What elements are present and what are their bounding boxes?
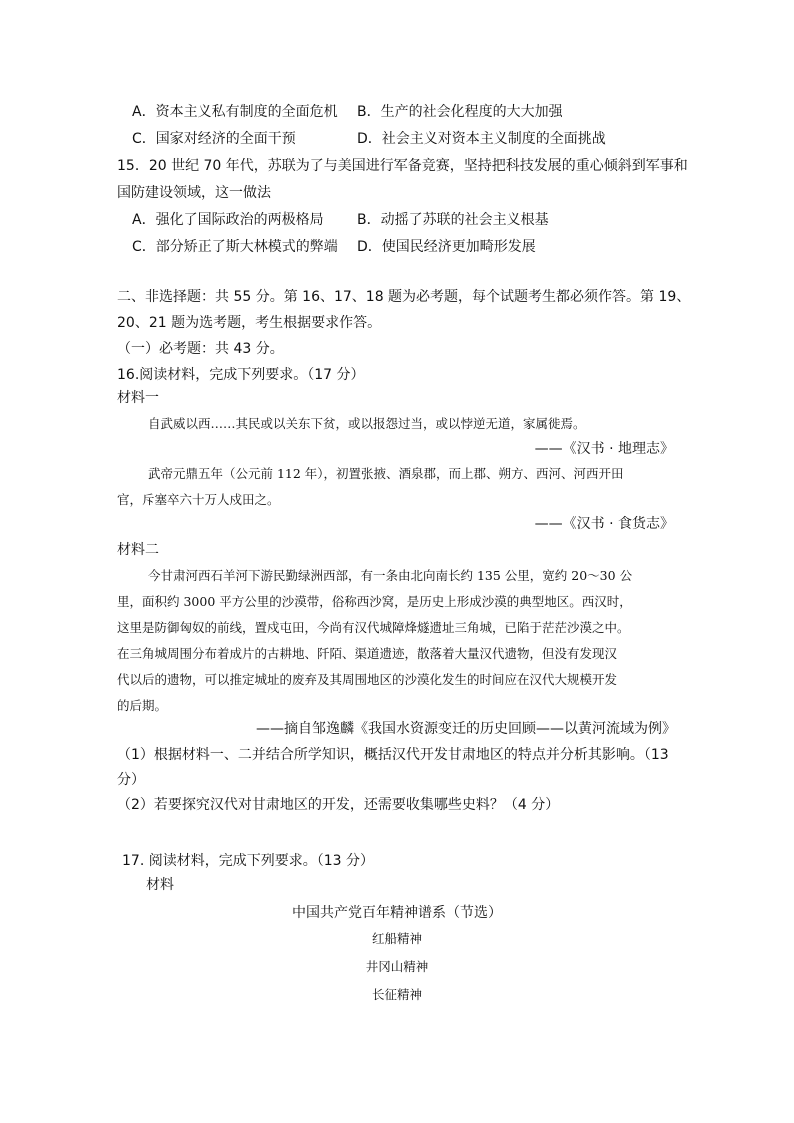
- q14-option-a: A．资本主义私有制度的全面危机: [132, 104, 338, 120]
- q16-m2-line: 的后期。: [117, 698, 168, 713]
- q15-option-c: C．部分矫正了斯大林模式的弊端: [132, 239, 338, 255]
- q16-m2-line: 这里是防御匈奴的前线，置戍屯田，今尚有汉代城障烽燧遗址三角城，已陷于茫茫沙漠之中。: [117, 620, 630, 635]
- q17-spirit-item: 井冈山精神: [365, 959, 429, 974]
- q14-option-b: B．生产的社会化程度的大大加强: [357, 104, 563, 120]
- q17-table-title: 中国共产党百年精神谱系（节选）: [292, 905, 502, 921]
- section2-line1: 二、非选择题：共 55 分。第 16、17、18 题为必考题，每个试题考生都必须作答。第 19、: [117, 289, 691, 305]
- q17-material-label: 材料: [146, 877, 174, 893]
- q16-m1-quote1: 自武威以西……其民或以关东下贫，或以报怨过当，或以悖逆无道，家属徙焉。: [148, 416, 586, 431]
- q15-stem-line2: 国防建设领域，这一做法: [117, 185, 271, 201]
- q14-option-c: C．国家对经济的全面干预: [132, 131, 296, 147]
- q17-spirit-item: 红船精神: [371, 931, 422, 946]
- q15-option-d: D．使国民经济更加畸形发展: [357, 239, 536, 255]
- q14-option-d: D．社会主义对资本主义制度的全面挑战: [357, 131, 606, 147]
- q16-m1-quote2-line1: 武帝元鼎五年（公元前 112 年），初置张掖、酒泉郡，而上郡、朔方、西河、河西开田: [148, 466, 624, 481]
- q15-option-a: A．强化了国际政治的两极格局: [132, 212, 324, 228]
- q16-sub2: （2）若要探究汉代对甘肃地区的开发，还需要收集哪些史料？（4 分）: [117, 797, 560, 813]
- q16-m1-source1: ——《汉书 · 地理志》: [534, 441, 674, 457]
- q16-m1-source2: ——《汉书 · 食货志》: [534, 516, 674, 532]
- q16-m2-source: ——摘自邹逸麟《我国水资源变迁的历史回顾——以黄河流域为例》: [256, 721, 676, 737]
- q16-material2-label: 材料二: [117, 542, 159, 558]
- section2-required: （一）必考题：共 43 分。: [117, 341, 284, 357]
- q16-title: 16.阅读材料，完成下列要求。（17 分）: [117, 367, 365, 383]
- q16-m1-quote2-line2: 官，斥塞卒六十万人戍田之。: [117, 492, 280, 507]
- q16-m2-line: 里，面积约 3000 平方公里的沙漠带，俗称西沙窝，是历史上形成沙漠的典型地区。西汉时，: [117, 594, 632, 609]
- q16-material1-label: 材料一: [117, 390, 159, 406]
- q16-m2-line: 代以后的遗物，可以推定城址的废弃及其周围地区的沙漠化发生的时间应在汉代大规模开发: [117, 672, 618, 687]
- q17-title: 17. 阅读材料，完成下列要求。（13 分）: [122, 853, 374, 869]
- q16-sub1-line1: （1）根据材料一、二并结合所学知识，概括汉代开发甘肃地区的特点并分析其影响。（13: [117, 747, 669, 763]
- q15-option-b: B．动摇了苏联的社会主义根基: [357, 212, 549, 228]
- q17-spirit-item: 长征精神: [371, 987, 422, 1002]
- q16-m2-line: 在三角城周围分布着成片的古耕地、阡陌、渠道遗迹，散落着大量汉代遗物，但没有发现汉: [117, 646, 618, 661]
- q16-sub1-line2: 分）: [117, 772, 145, 788]
- q15-stem-line1: 15．20 世纪 70 年代，苏联为了与美国进行军备竞赛，坚持把科技发展的重心倾斜到军事和: [117, 158, 688, 174]
- section2-line2: 20、21 题为选考题，考生根据要求作答。: [117, 315, 382, 331]
- q16-m2-line: 今甘肃河西石羊河下游民勤绿洲西部，有一条由北向南长约 135 公里，宽约 20～30 公: [148, 568, 633, 583]
